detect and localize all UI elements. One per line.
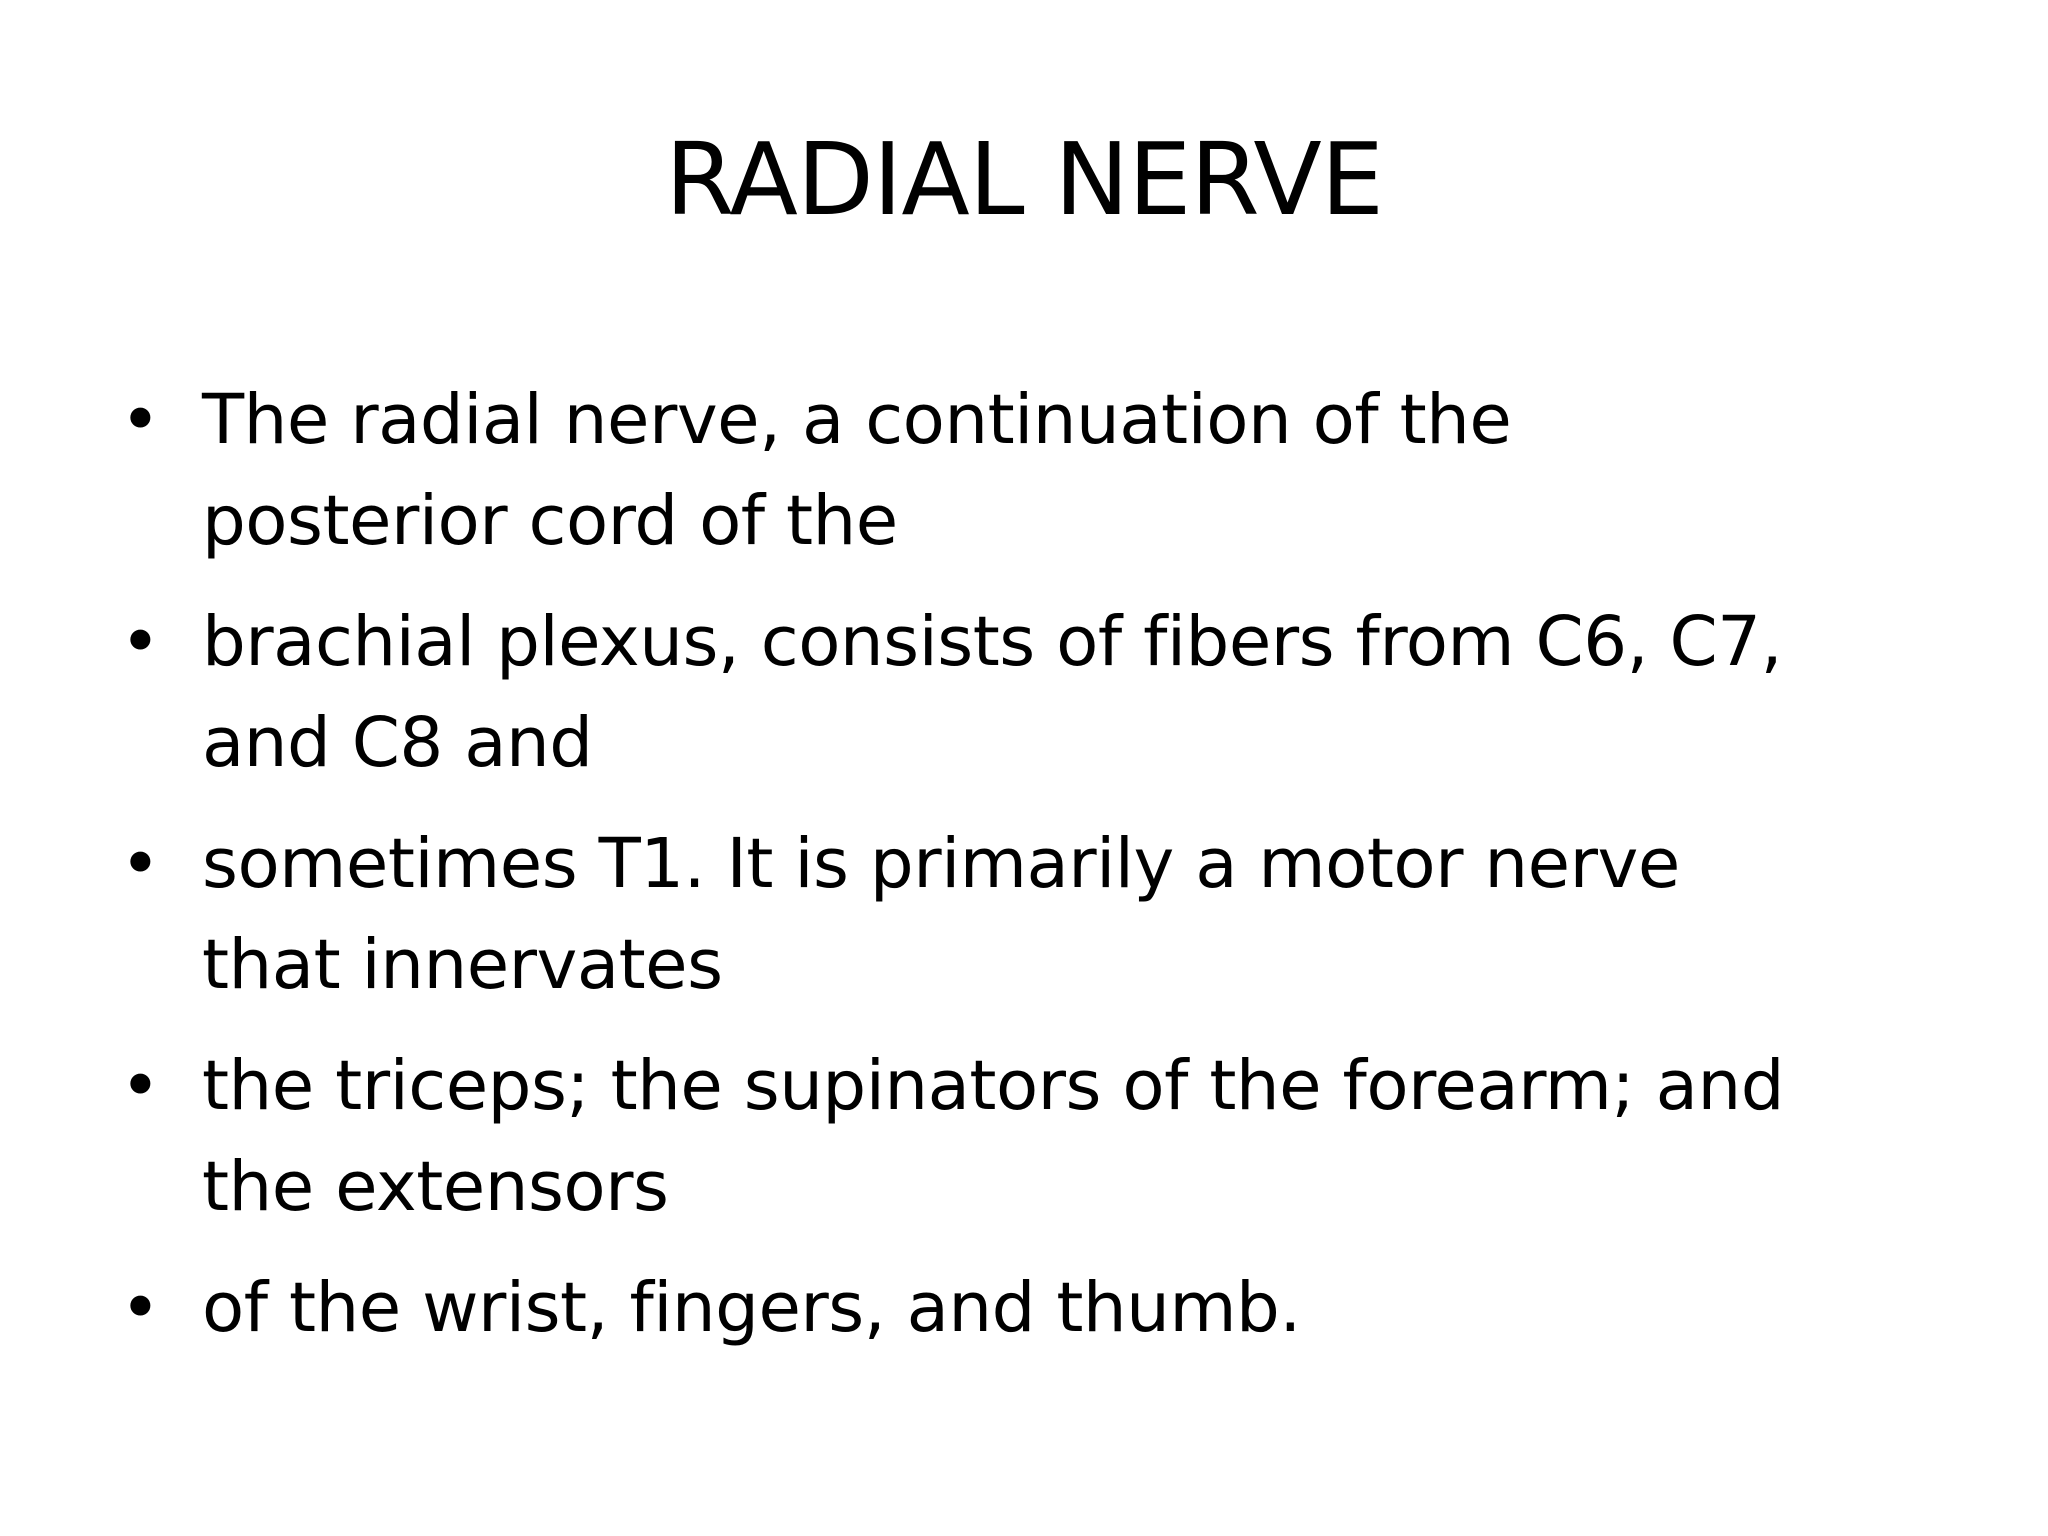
bullet-item	[120, 370, 1980, 572]
bullet-icon: •	[120, 602, 161, 682]
bullet-line: posterior cord of the	[202, 481, 898, 561]
bullet-line: of the wrist, fingers, and thumb.	[202, 1268, 1301, 1348]
bullet-icon: •	[120, 1268, 161, 1348]
bullet-line: that innervates	[202, 925, 723, 1005]
bullet-icon: •	[120, 1046, 161, 1126]
bullet-line: sometimes T1. It is primarily a motor nerve	[202, 824, 1680, 904]
bullet-line: brachial plexus, consists of fibers from C6, C7,	[202, 602, 1783, 682]
bullet-line: the extensors	[202, 1147, 669, 1227]
bullet-line: and C8 and	[202, 703, 593, 783]
bullet-item	[120, 1036, 1980, 1238]
bullet-item	[120, 1258, 1980, 1359]
bullet-line: the triceps; the supinators of the forearm; and	[202, 1046, 1784, 1126]
bullet-list	[120, 370, 1980, 1379]
bullet-icon: •	[120, 380, 161, 460]
bullet-item	[120, 592, 1980, 794]
bullet-line: The radial nerve, a continuation of the	[202, 380, 1512, 460]
slide-title: RADIAL NERVE	[665, 121, 1383, 238]
bullet-item	[120, 814, 1980, 1016]
bullet-icon: •	[120, 824, 161, 904]
